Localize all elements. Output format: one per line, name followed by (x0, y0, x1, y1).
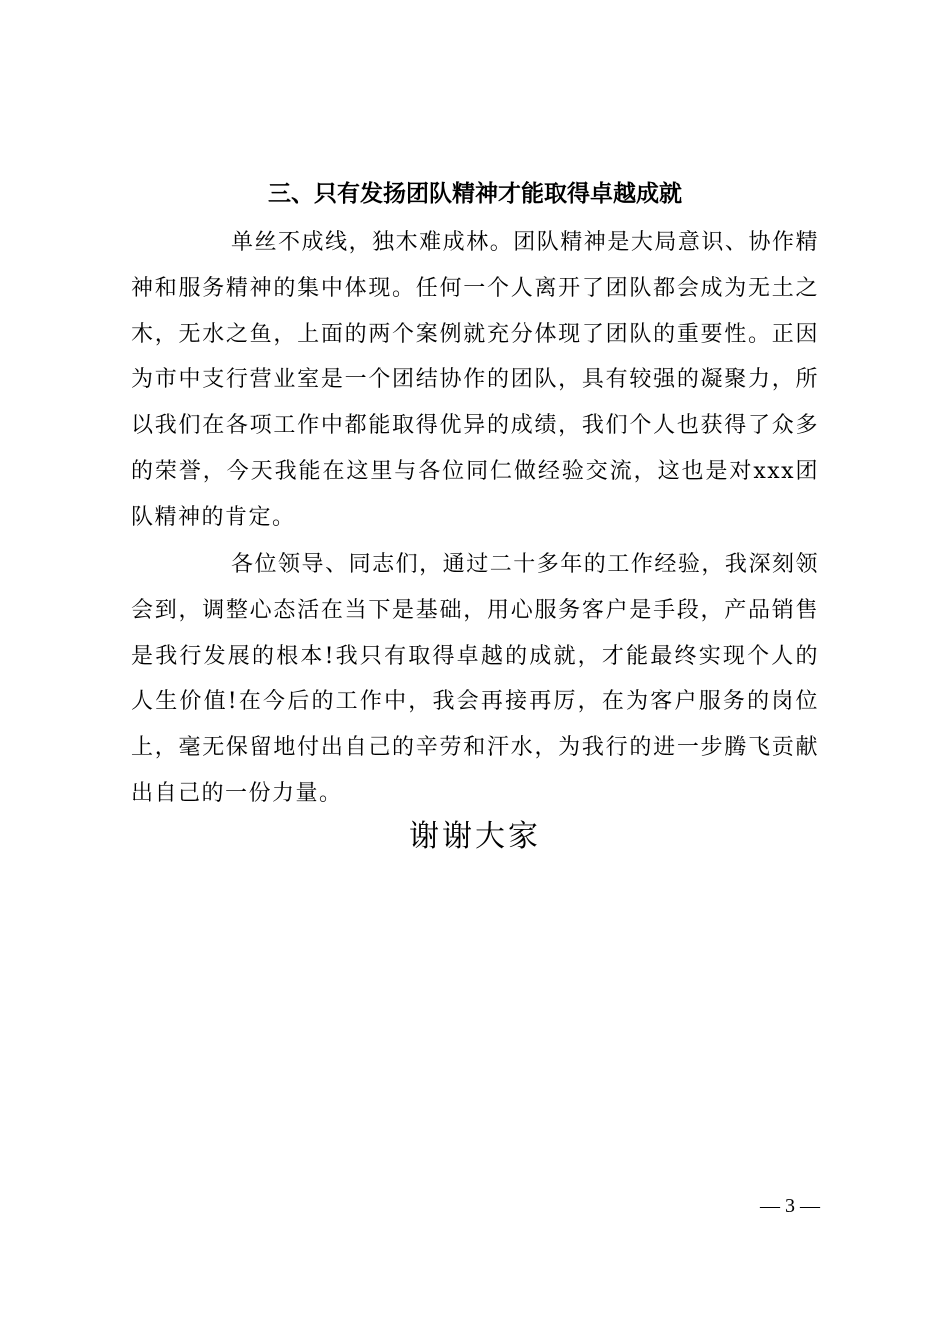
closing-thanks: 谢谢大家 (409, 819, 541, 854)
section-heading: 三、只有发扬团队精神才能取得卓越成就 (268, 181, 682, 207)
page-number: — 3 — (760, 1195, 820, 1217)
body-paragraph-2: 各位领导、同志们，通过二十多年的工作经验，我深刻领会到，调整心态活在当下是基础，用心服务客户是手段，产品销售是我行发展的根本!我只有取得卓越的成就，才能最终实现个人的人生价值!在今后的工作中，我会再接再厉，在为客户服务的岗位上，毫无保留地付出自己的辛劳和汗水，为我行的进一步腾飞贡献出自己的一份力量。 (131, 552, 819, 806)
body-paragraph-1: 单丝不成线，独木难成林。团队精神是大局意识、协作精神和服务精神的集中体现。任何一个人离开了团队都会成为无土之木，无水之鱼，上面的两个案例就充分体现了团队的重要性。正因为市中支行营业室是一个团结协作的团队，具有较强的凝聚力，所以我们在各项工作中都能取得优异的成绩，我们个人也获得了众多的荣誉，今天我能在这里与各位同仁做经验交流，这也是对xxx团队精神的肯定。 (131, 230, 819, 530)
